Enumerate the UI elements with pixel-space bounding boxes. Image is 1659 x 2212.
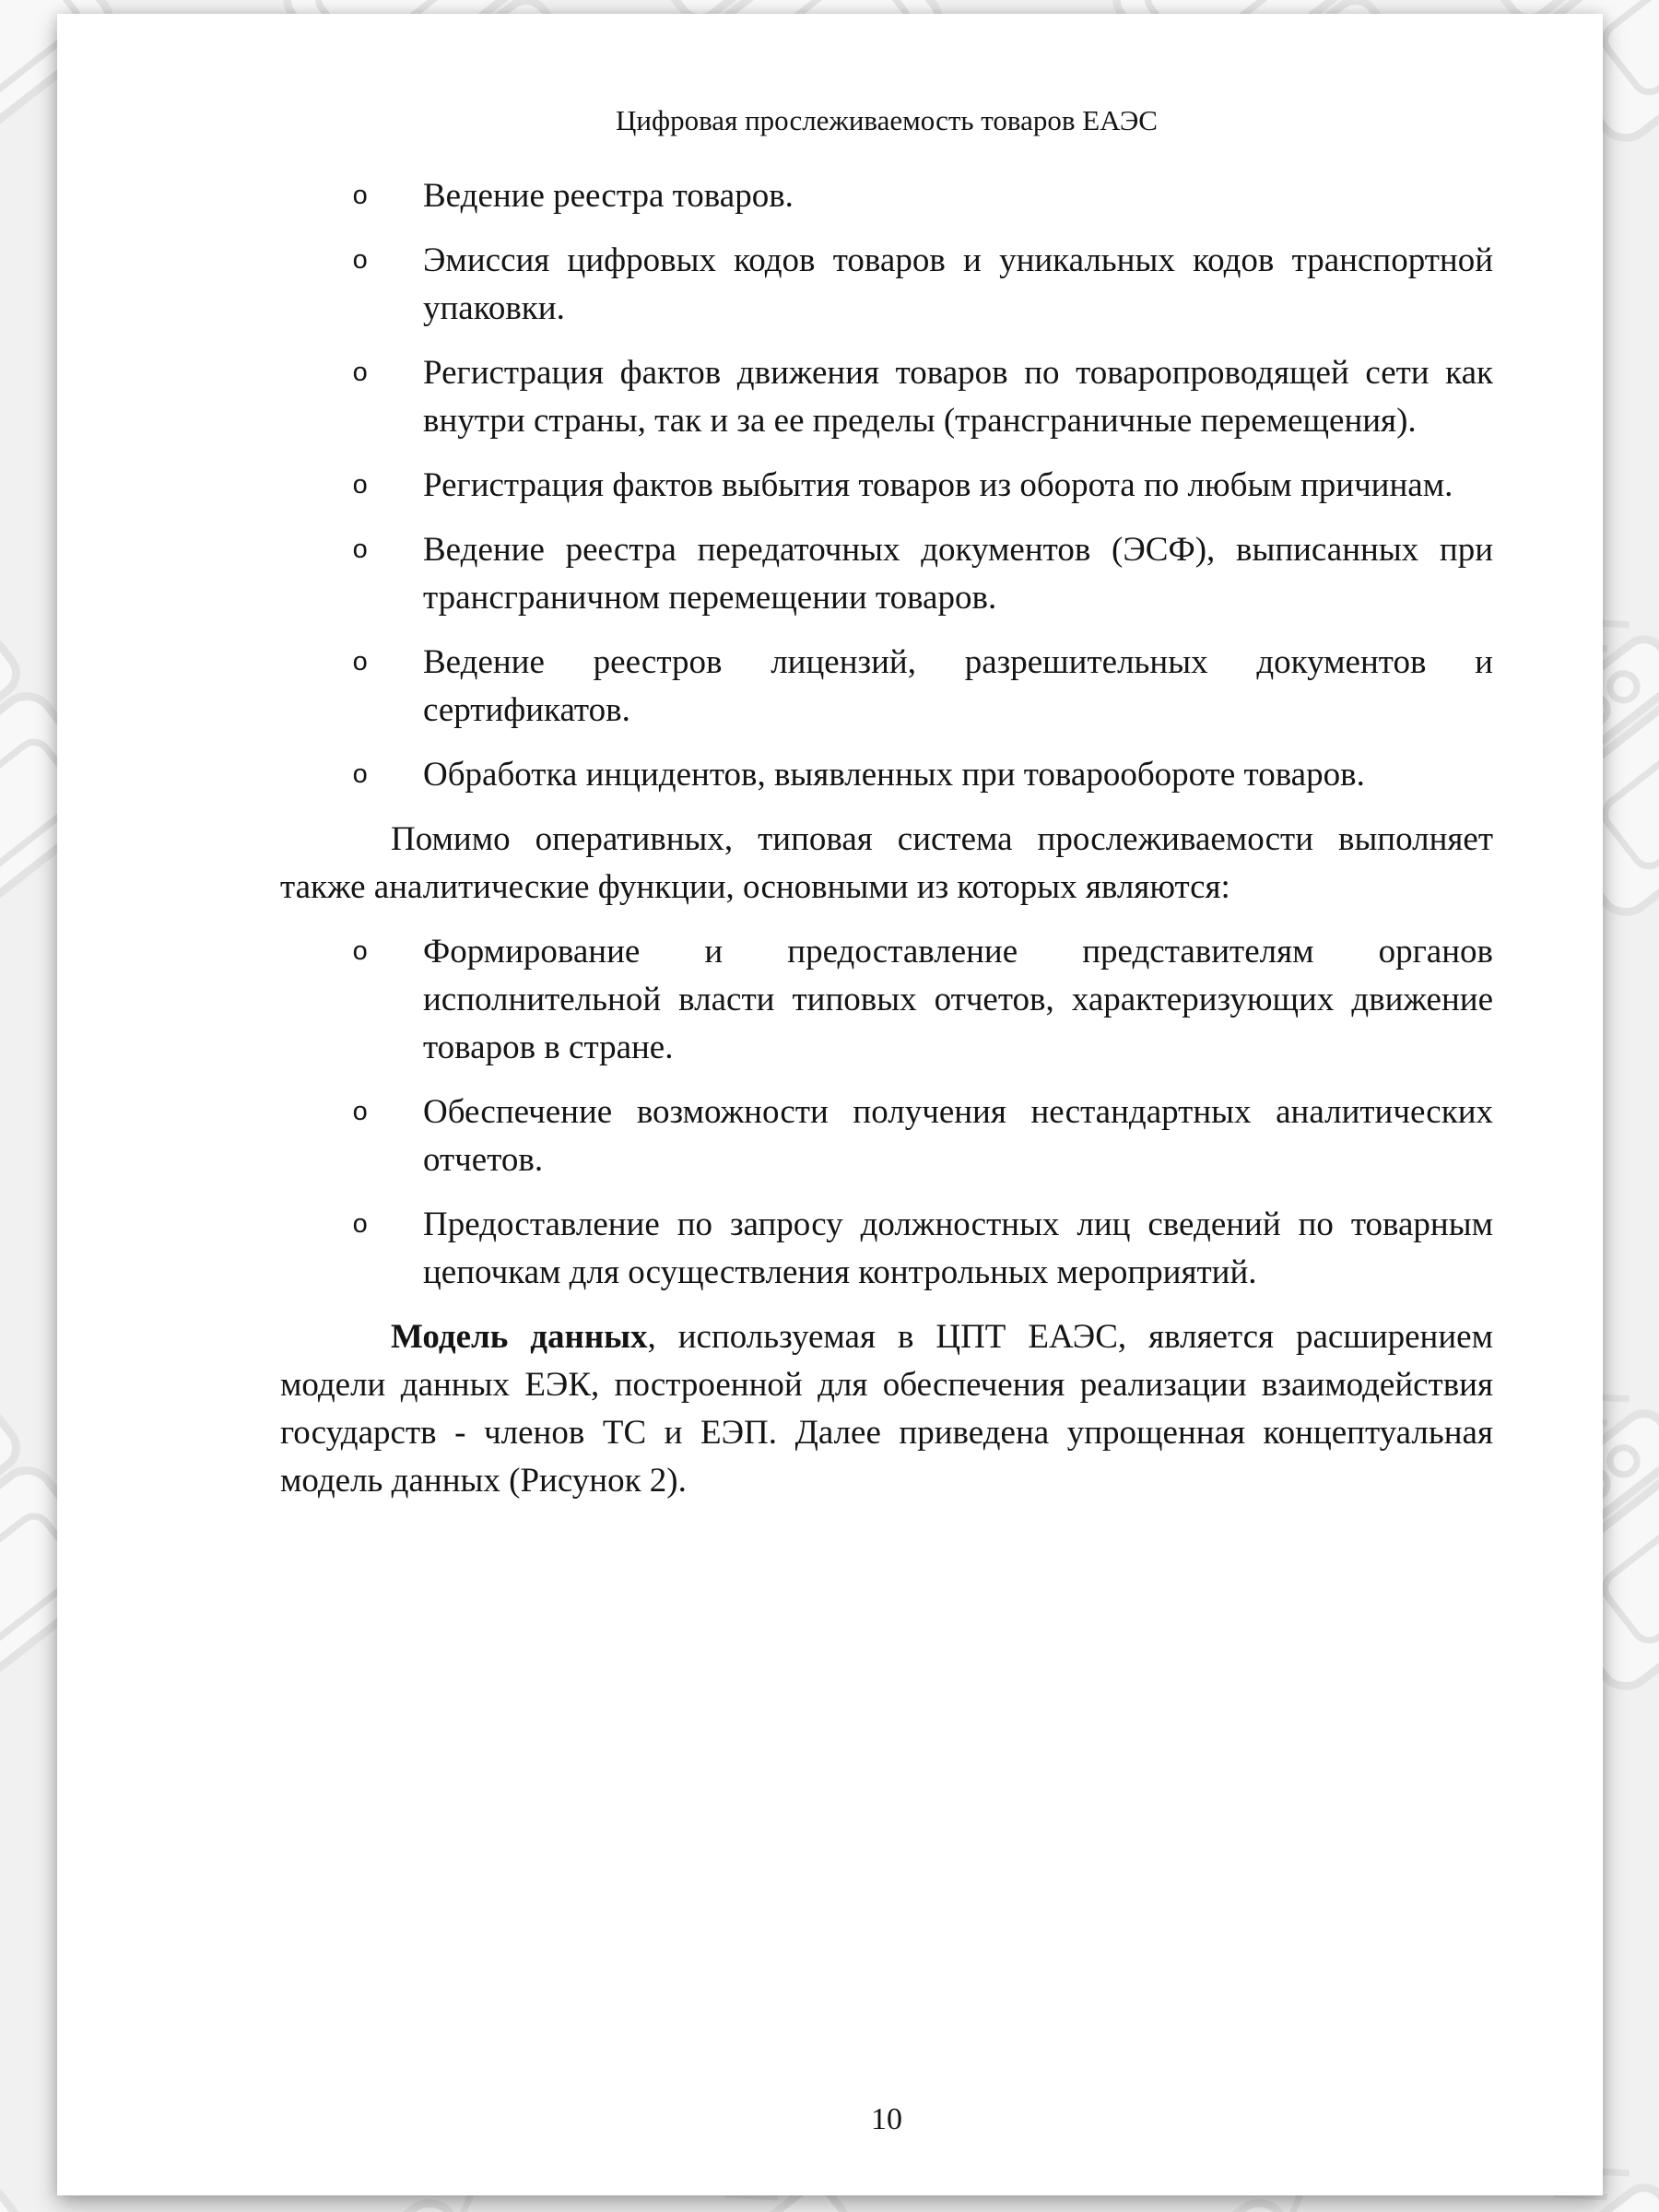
bullet-icon: o — [352, 937, 369, 968]
list-item-text: Ведение реестра товаров. — [423, 177, 794, 215]
bullet-icon: o — [352, 471, 369, 501]
bullet-icon: o — [352, 535, 369, 566]
bullet-icon: o — [352, 1210, 369, 1241]
list-item — [280, 928, 1493, 1072]
list-item — [280, 1201, 1493, 1297]
list-item-text: Эмиссия цифровых кодов товаров и уникальных кодов транспортной упаковки. — [423, 241, 1493, 327]
document-page — [57, 14, 1603, 2195]
list-item — [280, 237, 1493, 333]
operational-functions-list — [280, 172, 1493, 799]
analytical-functions-list — [280, 928, 1493, 1297]
bullet-icon: o — [352, 648, 369, 678]
list-item — [280, 751, 1493, 799]
list-item — [280, 1088, 1493, 1184]
list-item — [280, 639, 1493, 735]
list-item-text: Формирование и предоставление представителям органов исполнительной власти типовых отчетов, характеризующих движение товаров в стране. — [423, 933, 1493, 1066]
analytical-intro-paragraph: Помимо оперативных, типовая система прослеживаемости выполняет также аналитические функции, основными из которых являются: — [280, 820, 1493, 906]
list-item-text: Ведение реестров лицензий, разрешительных документов и сертификатов. — [423, 643, 1493, 729]
data-model-paragraph — [280, 1313, 1493, 1505]
list-item-text: Регистрация фактов движения товаров по товаропроводящей сети как внутри страны, так и за ее пределы (трансграничные перемещения). — [423, 354, 1493, 440]
bullet-icon: o — [352, 359, 369, 389]
bullet-icon: o — [352, 246, 369, 276]
data-model-lead: Модель данных — [391, 1318, 648, 1356]
page-number: 10 — [871, 2102, 902, 2136]
list-item-text: Регистрация фактов выбытия товаров из оборота по любым причинам. — [423, 466, 1453, 504]
bullet-icon: o — [352, 182, 369, 212]
list-item-text: Предоставление по запросу должностных лиц сведений по товарным цепочкам для осуществления контрольных мероприятий. — [423, 1206, 1493, 1291]
list-item — [280, 462, 1493, 510]
list-item-text: Обработка инцидентов, выявленных при товарообороте товаров. — [423, 756, 1365, 794]
data-model-rest: , используемая в ЦПТ ЕАЭС, является расширением модели данных ЕЭК, построенной для обеспечения реализации взаимодействия государств - членов ТС и ЕЭП. Далее приведена упрощенная концептуальная модель данных (Рисунок 2). — [280, 1318, 1493, 1500]
list-item — [280, 172, 1493, 220]
list-item — [280, 349, 1493, 445]
page-content — [280, 14, 1493, 1522]
bullet-icon: o — [352, 1098, 369, 1128]
list-item-text: Обеспечение возможности получения нестандартных аналитических отчетов. — [423, 1093, 1493, 1179]
page-header-title: Цифровая прослеживаемость товаров ЕАЭС — [616, 104, 1158, 136]
list-item-text: Ведение реестра передаточных документов (ЭСФ), выписанных при трансграничном перемещении товаров. — [423, 531, 1493, 617]
bullet-icon: o — [352, 760, 369, 791]
list-item — [280, 526, 1493, 622]
